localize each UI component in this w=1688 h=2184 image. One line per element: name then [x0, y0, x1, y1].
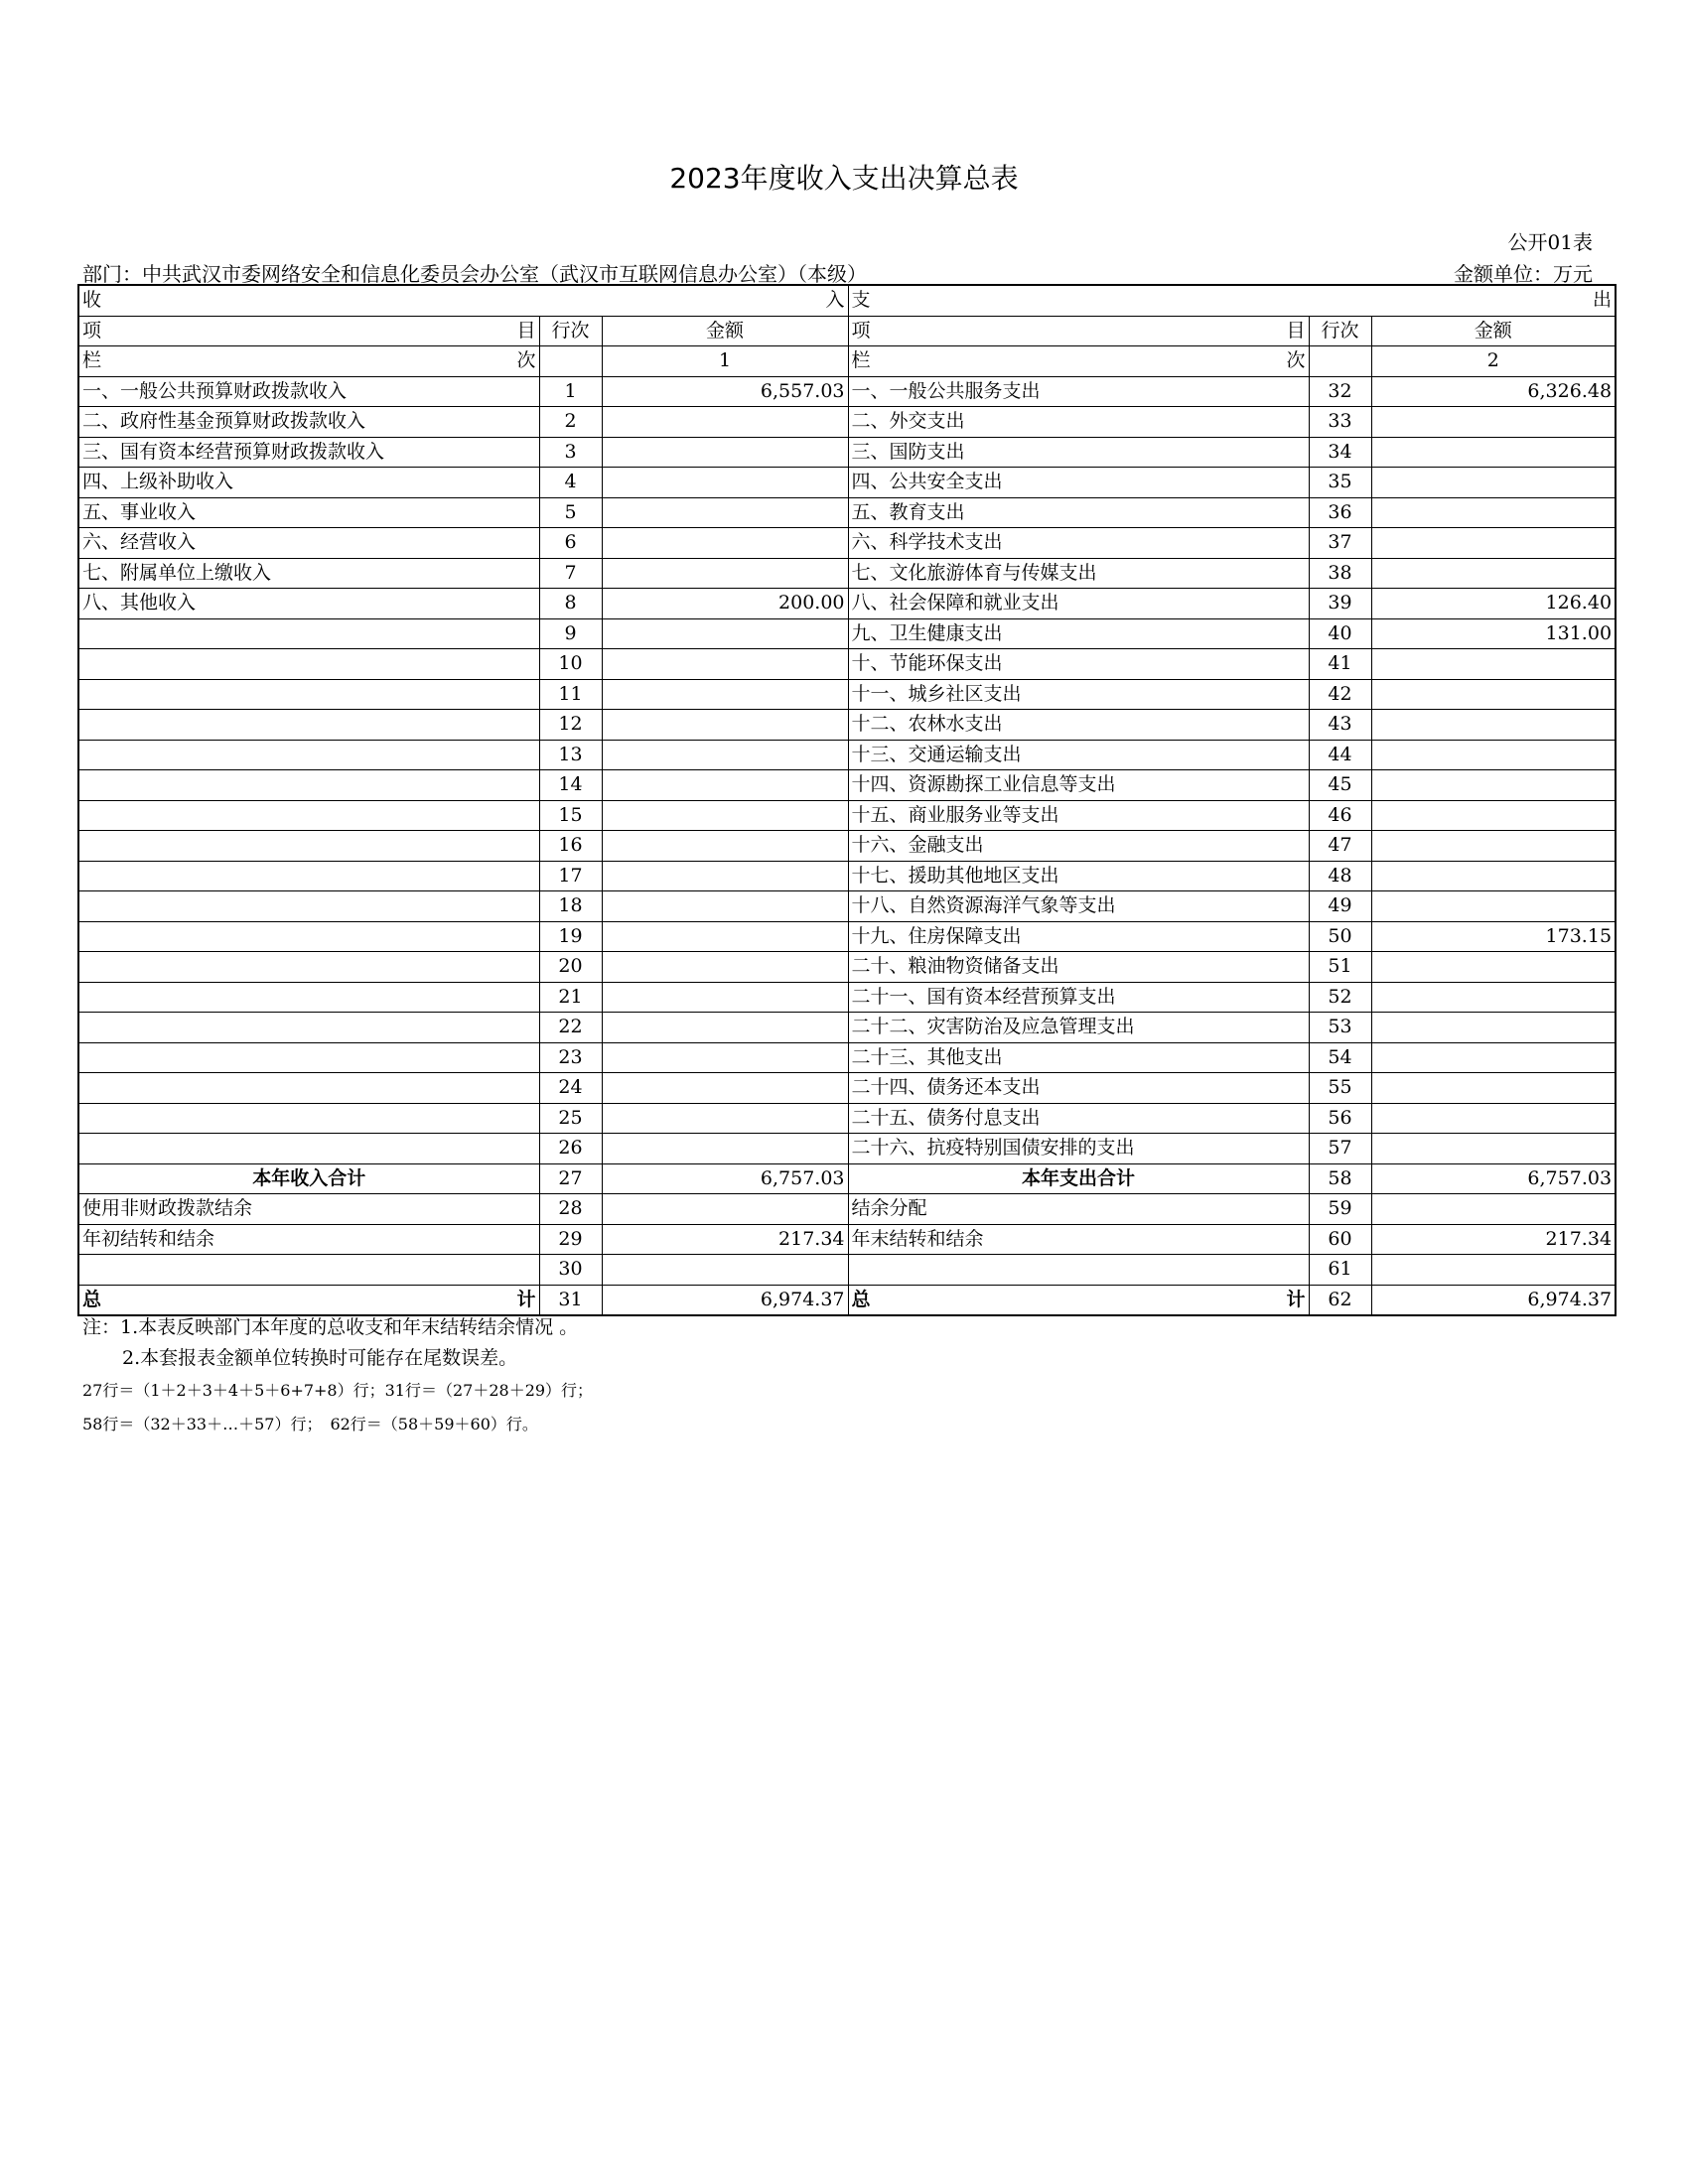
expenditure-item: 十一、城乡社区支出: [848, 679, 1309, 710]
income-amount: [602, 1255, 848, 1286]
income-amount: [602, 740, 848, 770]
income-row-no: 20: [539, 952, 602, 983]
expenditure-item: 本年支出合计: [848, 1163, 1309, 1194]
income-item: [78, 649, 539, 680]
income-total-label: 总 计: [78, 1285, 539, 1315]
expenditure-section-header: 支 出: [848, 285, 1616, 316]
income-column-index: 1: [602, 346, 848, 377]
expenditure-item: 八、社会保障和就业支出: [848, 589, 1309, 619]
expenditure-row-no: 60: [1309, 1224, 1371, 1255]
expenditure-item: 十二、农林水支出: [848, 710, 1309, 741]
expenditure-amount: [1371, 558, 1616, 589]
expenditure-row-no: 46: [1309, 800, 1371, 831]
table-row: [78, 800, 1616, 831]
expenditure-amount: [1371, 740, 1616, 770]
expenditure-row-no: 33: [1309, 407, 1371, 438]
income-item: [78, 740, 539, 770]
income-item: 四、上级补助收入: [78, 468, 539, 498]
income-row-no: 6: [539, 528, 602, 559]
income-row-no: 16: [539, 831, 602, 862]
expenditure-row-no: 42: [1309, 679, 1371, 710]
table-row: [78, 740, 1616, 770]
expenditure-amount: [1371, 1073, 1616, 1104]
expenditure-row-no: 43: [1309, 710, 1371, 741]
expenditure-amount: 131.00: [1371, 618, 1616, 649]
income-row-no: 15: [539, 800, 602, 831]
expenditure-item: 二、外交支出: [848, 407, 1309, 438]
income-amount: 6,757.03: [602, 1163, 848, 1194]
expenditure-row-no: 55: [1309, 1073, 1371, 1104]
expenditure-row-no: 38: [1309, 558, 1371, 589]
expenditure-row-no: 45: [1309, 770, 1371, 801]
income-row-no: 23: [539, 1042, 602, 1073]
table-row: [78, 528, 1616, 559]
income-amount: [602, 1134, 848, 1164]
income-row-no: 10: [539, 649, 602, 680]
income-item: 使用非财政拨款结余: [78, 1194, 539, 1225]
table-row: [78, 891, 1616, 922]
income-amount: [602, 1194, 848, 1225]
income-row-no: 26: [539, 1134, 602, 1164]
income-row-no: 27: [539, 1163, 602, 1194]
income-amount: [602, 982, 848, 1013]
table-row: [78, 1042, 1616, 1073]
table-row: [78, 407, 1616, 438]
income-total-amount: 6,974.37: [602, 1285, 848, 1315]
income-row-no: 17: [539, 861, 602, 891]
table-row: [78, 770, 1616, 801]
table-row: [78, 861, 1616, 891]
expenditure-column-blank: [1309, 346, 1371, 377]
subtotal-row: [78, 1163, 1616, 1194]
income-row-no: 13: [539, 740, 602, 770]
income-item: 八、其他收入: [78, 589, 539, 619]
income-row-no: 21: [539, 982, 602, 1013]
income-item: [78, 1073, 539, 1104]
income-row-no: 29: [539, 1224, 602, 1255]
income-amount: [602, 528, 848, 559]
expenditure-item: [848, 1255, 1309, 1286]
expenditure-row-no: 61: [1309, 1255, 1371, 1286]
income-amount: [602, 497, 848, 528]
income-amount: [602, 831, 848, 862]
income-amount: [602, 1073, 848, 1104]
income-amount: [602, 407, 848, 438]
note-1: 注：1.本表反映部门本年度的总收支和年末结转结余情况 。: [82, 1316, 579, 1338]
expenditure-item: 十四、资源勘探工业信息等支出: [848, 770, 1309, 801]
expenditure-amount: [1371, 952, 1616, 983]
expenditure-amount: [1371, 1042, 1616, 1073]
income-item: [78, 1134, 539, 1164]
formula-2: 58行＝（32＋33＋…＋57）行； 62行＝（58＋59＋60）行。: [82, 1415, 538, 1433]
table-row: [78, 710, 1616, 741]
income-amount: [602, 468, 848, 498]
amount-unit-label: 金额单位：万元: [1454, 262, 1593, 286]
table-row: [78, 497, 1616, 528]
expenditure-row-no-header: 行次: [1309, 316, 1371, 346]
income-row-no-header: 行次: [539, 316, 602, 346]
income-amount: [602, 770, 848, 801]
expenditure-row-no: 58: [1309, 1163, 1371, 1194]
income-amount: [602, 437, 848, 468]
income-item: [78, 710, 539, 741]
income-row-no: 2: [539, 407, 602, 438]
income-item: [78, 952, 539, 983]
table-row: [78, 589, 1616, 619]
income-item: [78, 1103, 539, 1134]
expenditure-row-no: 59: [1309, 1194, 1371, 1225]
income-item: [78, 679, 539, 710]
expenditure-total-row-no: 62: [1309, 1285, 1371, 1315]
expenditure-item: 二十一、国有资本经营预算支出: [848, 982, 1309, 1013]
expenditure-item: 一、一般公共服务支出: [848, 376, 1309, 407]
income-amount: [602, 558, 848, 589]
expenditure-column-index: 2: [1371, 346, 1616, 377]
income-column-label: 栏 次: [78, 346, 539, 377]
table-row: [78, 1194, 1616, 1225]
expenditure-item: 十五、商业服务业等支出: [848, 800, 1309, 831]
total-row: [78, 1285, 1616, 1315]
income-item: [78, 891, 539, 922]
section-header-row: [78, 285, 1616, 316]
income-item: [78, 770, 539, 801]
income-amount: [602, 710, 848, 741]
income-row-no: 8: [539, 589, 602, 619]
income-row-no: 11: [539, 679, 602, 710]
expenditure-amount: [1371, 1194, 1616, 1225]
expenditure-row-no: 57: [1309, 1134, 1371, 1164]
income-row-no: 14: [539, 770, 602, 801]
expenditure-row-no: 51: [1309, 952, 1371, 983]
income-item: 本年收入合计: [78, 1163, 539, 1194]
expenditure-amount: [1371, 1013, 1616, 1043]
table-row: [78, 831, 1616, 862]
income-amount: [602, 861, 848, 891]
expenditure-column-label: 栏 次: [848, 346, 1309, 377]
table-row: [78, 1013, 1616, 1043]
income-row-no: 5: [539, 497, 602, 528]
income-item: 一、一般公共预算财政拨款收入: [78, 376, 539, 407]
income-item: 七、附属单位上缴收入: [78, 558, 539, 589]
table-row: [78, 649, 1616, 680]
expenditure-item: 十、节能环保支出: [848, 649, 1309, 680]
table-row: [78, 952, 1616, 983]
expenditure-amount: [1371, 891, 1616, 922]
expenditure-item: 十九、住房保障支出: [848, 921, 1309, 952]
income-section-header: 收 入: [78, 285, 848, 316]
expenditure-amount: 126.40: [1371, 589, 1616, 619]
expenditure-amount: [1371, 1103, 1616, 1134]
expenditure-amount: [1371, 1255, 1616, 1286]
income-row-no: 12: [539, 710, 602, 741]
expenditure-row-no: 48: [1309, 861, 1371, 891]
expenditure-row-no: 53: [1309, 1013, 1371, 1043]
income-row-no: 18: [539, 891, 602, 922]
expenditure-row-no: 52: [1309, 982, 1371, 1013]
expenditure-amount: [1371, 497, 1616, 528]
table-row: [78, 376, 1616, 407]
expenditure-item: 十七、援助其他地区支出: [848, 861, 1309, 891]
expenditure-item: 九、卫生健康支出: [848, 618, 1309, 649]
expenditure-item: 二十五、债务付息支出: [848, 1103, 1309, 1134]
income-row-no: 25: [539, 1103, 602, 1134]
income-row-no: 1: [539, 376, 602, 407]
income-item: [78, 982, 539, 1013]
income-item: [78, 800, 539, 831]
income-amount: [602, 679, 848, 710]
income-amount: 6,557.03: [602, 376, 848, 407]
expenditure-row-no: 54: [1309, 1042, 1371, 1073]
note-2: 2.本套报表金额单位转换时可能存在尾数误差。: [122, 1347, 518, 1369]
expenditure-item: 三、国防支出: [848, 437, 1309, 468]
expenditure-row-no: 50: [1309, 921, 1371, 952]
income-item: 六、经营收入: [78, 528, 539, 559]
expenditure-amount: 6,757.03: [1371, 1163, 1616, 1194]
income-amount-header: 金额: [602, 316, 848, 346]
expenditure-amount: 173.15: [1371, 921, 1616, 952]
expenditure-row-no: 49: [1309, 891, 1371, 922]
expenditure-row-no: 47: [1309, 831, 1371, 862]
expenditure-amount: [1371, 528, 1616, 559]
expenditure-item: 二十四、债务还本支出: [848, 1073, 1309, 1104]
expenditure-item: 十八、自然资源海洋气象等支出: [848, 891, 1309, 922]
expenditure-amount-header: 金额: [1371, 316, 1616, 346]
table-row: [78, 618, 1616, 649]
expenditure-row-no: 35: [1309, 468, 1371, 498]
expenditure-item: 十三、交通运输支出: [848, 740, 1309, 770]
expenditure-row-no: 44: [1309, 740, 1371, 770]
income-amount: [602, 649, 848, 680]
expenditure-item: 十六、金融支出: [848, 831, 1309, 862]
income-amount: 217.34: [602, 1224, 848, 1255]
income-item: [78, 861, 539, 891]
income-item: 年初结转和结余: [78, 1224, 539, 1255]
expenditure-item: 年末结转和结余: [848, 1224, 1309, 1255]
expenditure-item: 二十六、抗疫特别国债安排的支出: [848, 1134, 1309, 1164]
expenditure-row-no: 40: [1309, 618, 1371, 649]
income-item: [78, 1042, 539, 1073]
table-row: [78, 558, 1616, 589]
expenditure-item: 五、教育支出: [848, 497, 1309, 528]
income-item: [78, 1255, 539, 1286]
income-row-no: 7: [539, 558, 602, 589]
expenditure-item: 二十三、其他支出: [848, 1042, 1309, 1073]
income-total-row-no: 31: [539, 1285, 602, 1315]
expenditure-amount: 6,326.48: [1371, 376, 1616, 407]
formula-1: 27行＝（1＋2＋3＋4＋5＋6+7+8）行；31行＝（27＋28＋29）行；: [82, 1381, 594, 1400]
column-index-row: [78, 346, 1616, 377]
income-item: 三、国有资本经营预算财政拨款收入: [78, 437, 539, 468]
expenditure-amount: 217.34: [1371, 1224, 1616, 1255]
report-title: 2023年度收入支出决算总表: [669, 162, 1019, 195]
income-amount: [602, 1013, 848, 1043]
income-item: [78, 921, 539, 952]
income-row-no: 22: [539, 1013, 602, 1043]
income-item: [78, 831, 539, 862]
income-amount: [602, 618, 848, 649]
expenditure-amount: [1371, 861, 1616, 891]
income-item: [78, 1013, 539, 1043]
expenditure-amount: [1371, 800, 1616, 831]
table-row: [78, 1224, 1616, 1255]
expenditure-amount: [1371, 770, 1616, 801]
expenditure-amount: [1371, 407, 1616, 438]
expenditure-amount: [1371, 437, 1616, 468]
expenditure-total-amount: 6,974.37: [1371, 1285, 1616, 1315]
income-amount: [602, 1042, 848, 1073]
income-row-no: 9: [539, 618, 602, 649]
income-row-no: 3: [539, 437, 602, 468]
income-item: [78, 618, 539, 649]
expenditure-item: 七、文化旅游体育与传媒支出: [848, 558, 1309, 589]
expenditure-item: 结余分配: [848, 1194, 1309, 1225]
table-row: [78, 1255, 1616, 1286]
expenditure-amount: [1371, 1134, 1616, 1164]
expenditure-row-no: 41: [1309, 649, 1371, 680]
expenditure-amount: [1371, 831, 1616, 862]
table-row: [78, 1134, 1616, 1164]
income-amount: [602, 921, 848, 952]
form-code: 公开01表: [1507, 230, 1593, 254]
expenditure-row-no: 56: [1309, 1103, 1371, 1134]
table-row: [78, 1073, 1616, 1104]
table-row: [78, 1103, 1616, 1134]
income-column-blank: [539, 346, 602, 377]
expenditure-amount: [1371, 468, 1616, 498]
income-amount: [602, 891, 848, 922]
notes: [82, 1312, 593, 1441]
income-item: 二、政府性基金预算财政拨款收入: [78, 407, 539, 438]
expenditure-row-no: 32: [1309, 376, 1371, 407]
expenditure-row-no: 37: [1309, 528, 1371, 559]
expenditure-amount: [1371, 710, 1616, 741]
income-row-no: 30: [539, 1255, 602, 1286]
expenditure-amount: [1371, 679, 1616, 710]
income-expenditure-table: [77, 284, 1617, 1316]
expenditure-item: 二十二、灾害防治及应急管理支出: [848, 1013, 1309, 1043]
expenditure-row-no: 34: [1309, 437, 1371, 468]
department-label: 部门：中共武汉市委网络安全和信息化委员会办公室（武汉市互联网信息办公室）（本级）: [82, 262, 867, 286]
expenditure-row-no: 36: [1309, 497, 1371, 528]
table-row: [78, 437, 1616, 468]
expenditure-item-header: 项 目: [848, 316, 1309, 346]
income-amount: [602, 952, 848, 983]
expenditure-amount: [1371, 649, 1616, 680]
income-item: 五、事业收入: [78, 497, 539, 528]
expenditure-amount: [1371, 982, 1616, 1013]
table-row: [78, 921, 1616, 952]
income-amount: [602, 800, 848, 831]
column-header-row: [78, 316, 1616, 346]
table-row: [78, 982, 1616, 1013]
income-amount: [602, 1103, 848, 1134]
income-row-no: 19: [539, 921, 602, 952]
income-item-header: 项 目: [78, 316, 539, 346]
expenditure-item: 六、科学技术支出: [848, 528, 1309, 559]
income-row-no: 24: [539, 1073, 602, 1104]
expenditure-item: 二十、粮油物资储备支出: [848, 952, 1309, 983]
income-amount: 200.00: [602, 589, 848, 619]
income-row-no: 28: [539, 1194, 602, 1225]
expenditure-total-label: 总 计: [848, 1285, 1309, 1315]
table-row: [78, 679, 1616, 710]
table-row: [78, 468, 1616, 498]
expenditure-row-no: 39: [1309, 589, 1371, 619]
expenditure-item: 四、公共安全支出: [848, 468, 1309, 498]
income-row-no: 4: [539, 468, 602, 498]
